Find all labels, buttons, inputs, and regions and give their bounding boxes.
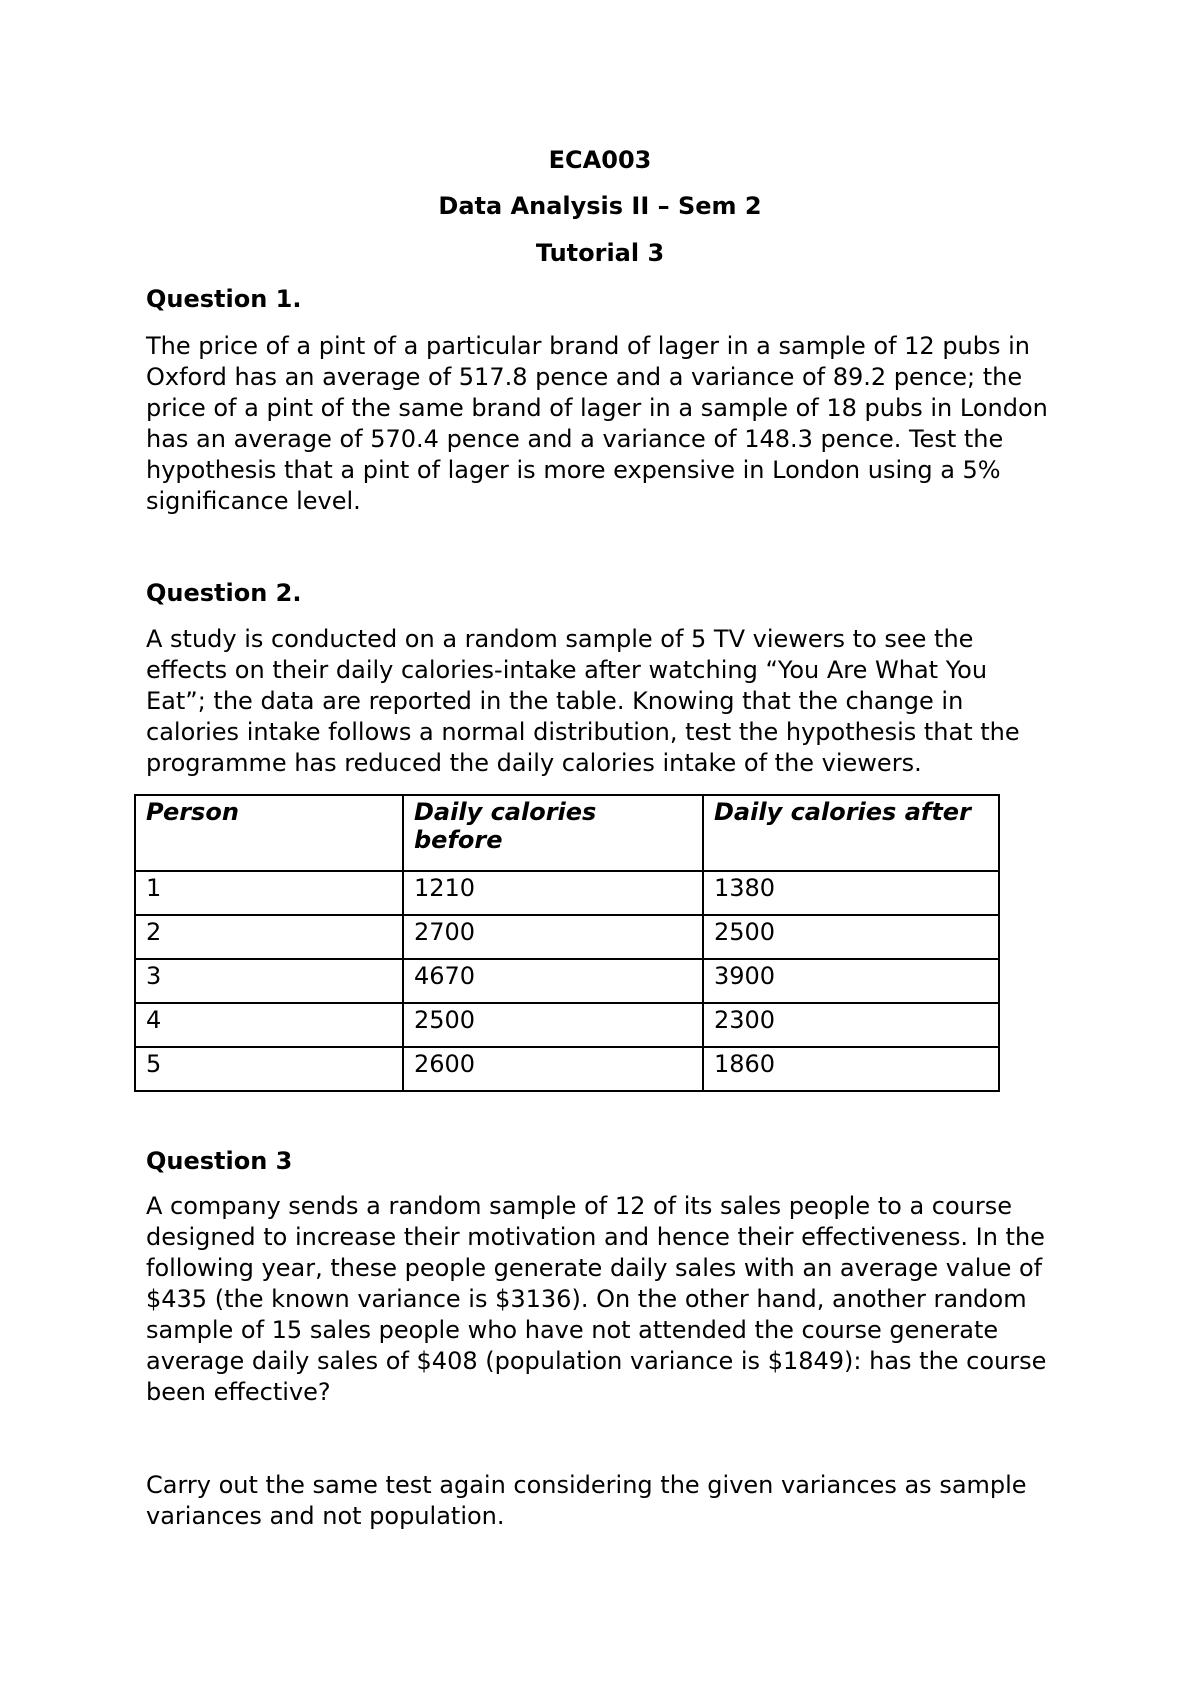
- calories-table: [134, 794, 1000, 1092]
- table-row: [135, 915, 999, 959]
- question-3-line: sample of 15 sales people who have not attended the course generate: [146, 1316, 999, 1344]
- table-row: [135, 1047, 999, 1091]
- question-3-heading: Question 3: [146, 1147, 293, 1175]
- course-code: ECA003: [548, 146, 652, 174]
- question-3-followup: [146, 1470, 1066, 1532]
- question-3-line: designed to increase their motivation and hence their effectiveness. In the: [146, 1223, 1045, 1251]
- table-row: [135, 871, 999, 915]
- question-2-line: calories intake follows a normal distribution, test the hypothesis that the: [146, 718, 1020, 746]
- question-1-line: significance level.: [146, 487, 361, 515]
- table-cell: 3900: [703, 959, 999, 1003]
- table-cell: 2500: [703, 915, 999, 959]
- question-3-line: A company sends a random sample of 12 of its sales people to a course: [146, 1192, 1013, 1220]
- question-1-line: hypothesis that a pint of lager is more expensive in London using a 5%: [146, 456, 1001, 484]
- course-title: Data Analysis II – Sem 2: [438, 192, 762, 220]
- table-row: [135, 1003, 999, 1047]
- table-cell: 4: [135, 1003, 403, 1047]
- table-cell: 2700: [403, 915, 703, 959]
- question-1-line: Oxford has an average of 517.8 pence and a variance of 89.2 pence; the: [146, 363, 1023, 391]
- question-3-line: following year, these people generate daily sales with an average value of: [146, 1254, 1043, 1282]
- table-cell: 2: [135, 915, 403, 959]
- question-1-line: The price of a pint of a particular brand of lager in a sample of 12 pubs in: [146, 332, 1031, 360]
- question-1-line: has an average of 570.4 pence and a variance of 148.3 pence. Test the: [146, 425, 1004, 453]
- table-cell: 1860: [703, 1047, 999, 1091]
- table-cell: 1210: [403, 871, 703, 915]
- table-cell: 1: [135, 871, 403, 915]
- table-cell: 2600: [403, 1047, 703, 1091]
- table-cell: 2500: [403, 1003, 703, 1047]
- table-header-cell: Daily calories after: [703, 795, 999, 871]
- table-row: [135, 959, 999, 1003]
- table-cell: 1380: [703, 871, 999, 915]
- question-1-heading: Question 1.: [146, 285, 302, 313]
- question-1-line: price of a pint of the same brand of lager in a sample of 18 pubs in London: [146, 394, 1048, 422]
- table-header-row: [135, 795, 999, 871]
- table-header-cell: Daily calories before: [403, 795, 703, 871]
- table-header-cell: Person: [135, 795, 403, 871]
- question-2-line: programme has reduced the daily calories intake of the viewers.: [146, 749, 922, 777]
- question-3-followup-line: variances and not population.: [146, 1502, 505, 1530]
- table-cell: 4670: [403, 959, 703, 1003]
- question-3-text: [146, 1191, 1066, 1408]
- question-3-followup-line: Carry out the same test again considering the given variances as sample: [146, 1471, 1027, 1499]
- table-cell: 5: [135, 1047, 403, 1091]
- question-2-line: Eat”; the data are reported in the table. Knowing that the change in: [146, 687, 964, 715]
- question-3-line: $435 (the known variance is $3136). On the other hand, another random: [146, 1285, 1027, 1313]
- question-1-text: [146, 331, 1066, 517]
- question-2-line: A study is conducted on a random sample of 5 TV viewers to see the: [146, 625, 974, 653]
- question-3-line: average daily sales of $408 (population variance is $1849): has the course: [146, 1347, 1047, 1375]
- tutorial-title: Tutorial 3: [535, 239, 665, 267]
- question-3-line: been effective?: [146, 1378, 331, 1406]
- table-cell: 2300: [703, 1003, 999, 1047]
- question-2-heading: Question 2.: [146, 579, 302, 607]
- question-2-line: effects on their daily calories-intake after watching “You Are What You: [146, 656, 988, 684]
- table-cell: 3: [135, 959, 403, 1003]
- question-2-text: [146, 624, 1066, 779]
